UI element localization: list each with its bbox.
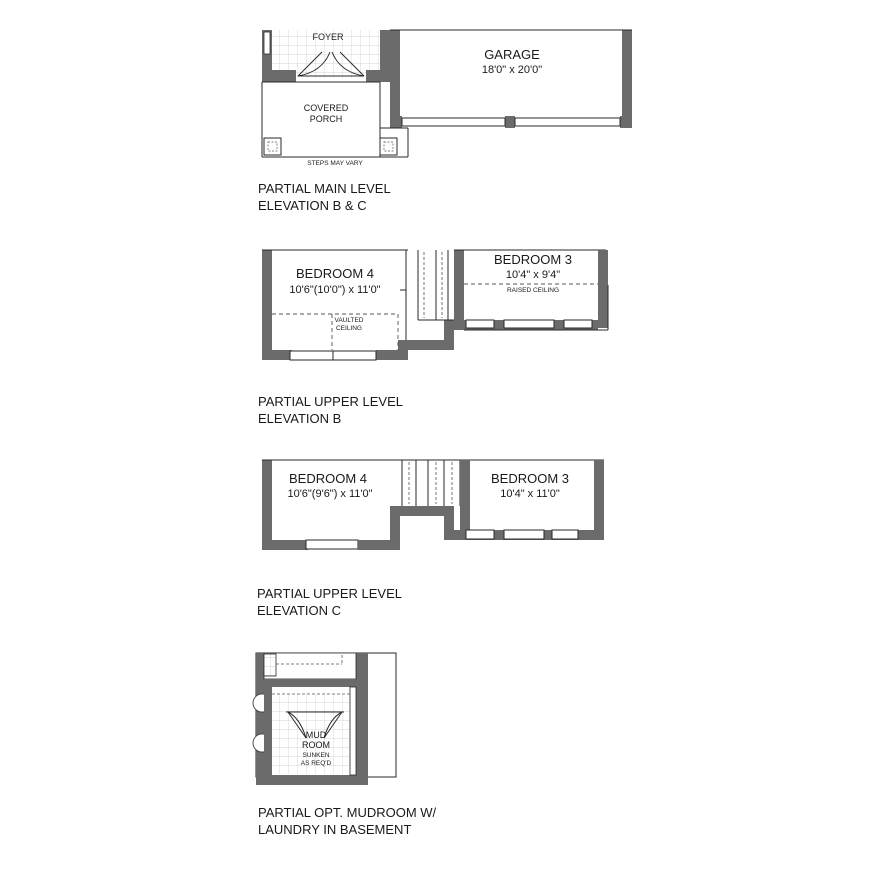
b-bed4-label: BEDROOM 4 xyxy=(295,266,375,281)
garage-label: GARAGE xyxy=(484,47,540,62)
caption-main-level xyxy=(258,180,391,214)
foyer-bottom-wall-right xyxy=(366,70,390,82)
mud-sunken: SUNKEN xyxy=(302,752,330,759)
c-bed3-window-3 xyxy=(552,530,578,539)
garage-door-left[interactable] xyxy=(402,118,505,126)
b-bed3-window-1 xyxy=(466,320,494,328)
c-bed4-bottom-left xyxy=(262,540,308,550)
b-bed3-window-3 xyxy=(564,320,592,328)
b-raised-ceiling: RAISED CEILING xyxy=(506,287,560,294)
c-bed4-label: BEDROOM 4 xyxy=(288,471,368,486)
mud-right-wall xyxy=(356,653,368,777)
porch-label-line1: COVERED xyxy=(303,103,349,113)
plan-mudroom xyxy=(253,653,396,785)
caption-upper-b-line1: PARTIAL UPPER LEVEL xyxy=(258,394,403,409)
garage-front-post xyxy=(505,116,515,128)
steps-note: STEPS MAY VARY xyxy=(307,160,363,167)
plan-upper-c xyxy=(262,460,604,550)
b-bed4-bottom-wall-left xyxy=(262,350,292,360)
c-bed3-window-1 xyxy=(466,530,494,539)
caption-upper-c-line1: PARTIAL UPPER LEVEL xyxy=(257,586,402,601)
b-bed4-dim: 10'6"(10'0") x 11'0" xyxy=(289,284,381,296)
mud-bottom-wall xyxy=(256,775,368,785)
c-bed3-right-wall xyxy=(594,460,604,540)
mud-left-wall xyxy=(256,653,264,777)
c-bed3-dim: 10'4" x 11'0" xyxy=(500,488,560,500)
plan-main-level xyxy=(262,30,632,167)
porch-column-left xyxy=(264,138,281,155)
caption-main-level-line1: PARTIAL MAIN LEVEL xyxy=(258,181,391,196)
caption-mudroom-line1: PARTIAL OPT. MUDROOM W/ xyxy=(258,805,437,820)
foyer-left-window xyxy=(264,32,270,54)
garage-door-right[interactable] xyxy=(515,118,620,126)
b-bed3-window-2 xyxy=(504,320,554,328)
porch-column-right xyxy=(380,138,397,155)
mud-inner-left-wall xyxy=(264,687,272,775)
c-bed3-window-2 xyxy=(504,530,544,539)
caption-upper-c xyxy=(257,585,402,619)
b-bed4-left-wall xyxy=(262,250,272,360)
b-vaulted-1: VAULTED xyxy=(334,317,364,324)
mud-label-1: MUD xyxy=(305,730,327,740)
mud-divider-wall xyxy=(264,679,356,687)
garage-front-wall-right xyxy=(620,116,632,128)
b-bed3-left-wall xyxy=(454,250,464,330)
caption-main-level-line2: ELEVATION B & C xyxy=(258,198,367,213)
c-bed3-label: BEDROOM 3 xyxy=(490,471,570,486)
mud-asreq: AS REQ'D xyxy=(300,760,332,767)
caption-upper-b xyxy=(258,393,403,427)
foyer-label: FOYER xyxy=(312,32,344,42)
caption-upper-b-line2: ELEVATION B xyxy=(258,411,342,426)
garage-dimensions: 18'0" x 20'0" xyxy=(481,64,543,76)
foyer-bottom-wall-left xyxy=(262,70,296,82)
plan-upper-b xyxy=(262,250,608,360)
garage-right-wall xyxy=(622,30,632,128)
porch-label-line2: PORCH xyxy=(309,114,343,124)
caption-mudroom-line2: LAUNDRY IN BASEMENT xyxy=(258,822,412,837)
c-bed3-left-wall xyxy=(460,460,470,530)
c-bed4-window xyxy=(306,540,358,549)
c-bed4-dim: 10'6"(9'6") x 11'0" xyxy=(287,488,373,500)
b-bed3-label: BEDROOM 3 xyxy=(493,252,573,267)
sink xyxy=(264,654,276,676)
b-bed3-dim: 10'4" x 9'4" xyxy=(505,269,561,281)
garage-front-wall-left xyxy=(390,116,402,128)
c-bed4-left-wall xyxy=(262,460,272,550)
caption-upper-c-line2: ELEVATION C xyxy=(257,603,342,618)
garage-left-wall xyxy=(390,30,400,128)
mud-label-2: ROOM xyxy=(302,740,330,750)
b-bed3-right-wall xyxy=(598,250,608,328)
b-bed4-bottom-wall-right xyxy=(376,350,398,360)
b-jog-wall-3 xyxy=(444,320,454,350)
c-closets xyxy=(402,460,460,506)
b-vaulted-2: CEILING xyxy=(335,325,363,332)
c-jog-wall-2 xyxy=(390,506,450,516)
caption-mudroom xyxy=(258,804,436,838)
